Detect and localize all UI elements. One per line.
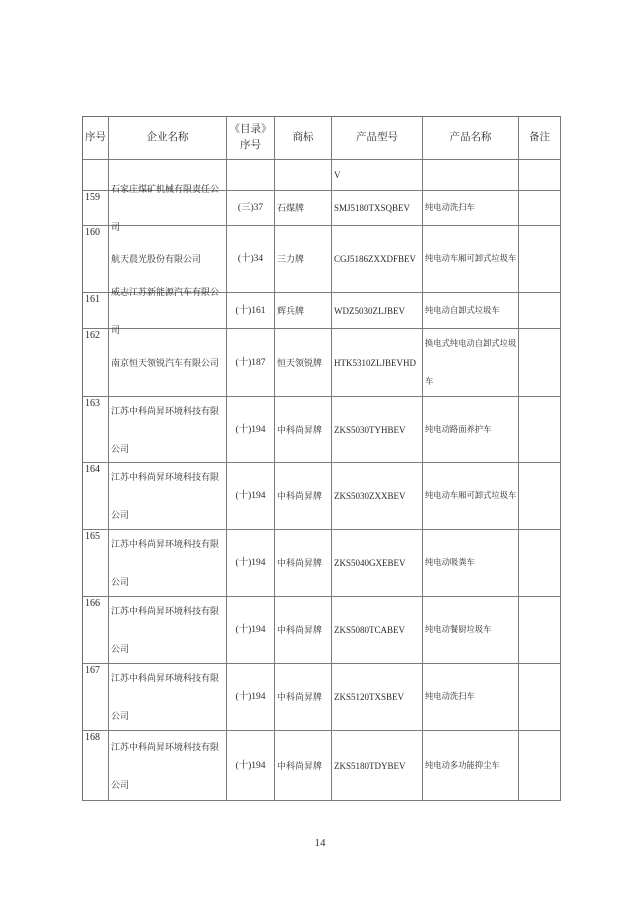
cell-product: 纯电动车厢可卸式垃圾车 bbox=[423, 226, 519, 293]
column-header-brand: 商标 bbox=[275, 117, 332, 160]
cell-remark bbox=[519, 397, 561, 463]
cell-remark bbox=[519, 664, 561, 731]
cell-product: 纯电动车厢可卸式垃圾车 bbox=[423, 463, 519, 530]
cell-catalog: (十)194 bbox=[227, 530, 275, 597]
table-row bbox=[83, 731, 561, 801]
cell-company: 江苏中科尚昇环境科技有限公司 bbox=[109, 597, 227, 664]
cell-brand: 恒天领锐牌 bbox=[275, 329, 332, 397]
cell-company: 江苏中科尚昇环境科技有限公司 bbox=[109, 530, 227, 597]
cell-product: 纯电动路面养护车 bbox=[423, 397, 519, 463]
cell-seq: 161 bbox=[83, 293, 109, 329]
cell-model: V bbox=[332, 160, 423, 191]
table-row bbox=[83, 329, 561, 397]
cell-catalog bbox=[227, 160, 275, 191]
cell-company: 石家庄煤矿机械有限责任公司 bbox=[109, 191, 227, 226]
cell-product bbox=[423, 160, 519, 191]
cell-brand: 三力牌 bbox=[275, 226, 332, 293]
catalog-table bbox=[82, 116, 561, 801]
cell-model: WDZ5030ZLJBEV bbox=[332, 293, 423, 329]
column-header-seq: 序号 bbox=[83, 117, 109, 160]
cell-product: 纯电动吸粪车 bbox=[423, 530, 519, 597]
column-header-remark: 备注 bbox=[519, 117, 561, 160]
cell-seq: 159 bbox=[83, 191, 109, 226]
cell-brand: 中科尚昇牌 bbox=[275, 463, 332, 530]
cell-product: 换电式纯电动自卸式垃圾车 bbox=[423, 329, 519, 397]
cell-catalog: (十)194 bbox=[227, 731, 275, 801]
cell-company: 江苏中科尚昇环境科技有限公司 bbox=[109, 397, 227, 463]
cell-brand: 石煤牌 bbox=[275, 191, 332, 226]
cell-brand: 中科尚昇牌 bbox=[275, 731, 332, 801]
cell-brand: 中科尚昇牌 bbox=[275, 597, 332, 664]
cell-product: 纯电动餐厨垃圾车 bbox=[423, 597, 519, 664]
cell-company: 江苏中科尚昇环境科技有限公司 bbox=[109, 664, 227, 731]
cell-model: ZKS5030TYHBEV bbox=[332, 397, 423, 463]
table-row bbox=[83, 463, 561, 530]
cell-remark bbox=[519, 293, 561, 329]
column-header-model: 产品型号 bbox=[332, 117, 423, 160]
table-row bbox=[83, 184, 561, 232]
cell-catalog: (十)194 bbox=[227, 597, 275, 664]
cell-remark bbox=[519, 530, 561, 597]
cell-model: CGJ5186ZXXDFBEV bbox=[332, 226, 423, 293]
cell-seq: 168 bbox=[83, 731, 109, 801]
column-header-catalog: 《目录》序号 bbox=[227, 117, 275, 160]
cell-brand: 中科尚昇牌 bbox=[275, 530, 332, 597]
cell-remark bbox=[519, 731, 561, 801]
cell-company: 威志江苏新能源汽车有限公司 bbox=[109, 293, 227, 329]
cell-catalog: (十)34 bbox=[227, 226, 275, 293]
cell-seq: 163 bbox=[83, 397, 109, 463]
cell-brand: 中科尚昇牌 bbox=[275, 664, 332, 731]
cell-model: HTK5310ZLJBEVHD bbox=[332, 329, 423, 397]
table-row bbox=[83, 664, 561, 731]
table-row bbox=[83, 397, 561, 463]
cell-seq: 166 bbox=[83, 597, 109, 664]
cell-remark bbox=[519, 191, 561, 226]
cell-seq: 162 bbox=[83, 329, 109, 397]
cell-remark bbox=[519, 329, 561, 397]
cell-model: ZKS5080TCABEV bbox=[332, 597, 423, 664]
page-number: 14 bbox=[314, 837, 326, 849]
cell-catalog: (十)194 bbox=[227, 397, 275, 463]
cell-seq: 167 bbox=[83, 664, 109, 731]
cell-company: 江苏中科尚昇环境科技有限公司 bbox=[109, 731, 227, 801]
cell-remark bbox=[519, 160, 561, 191]
cell-catalog: (十)194 bbox=[227, 463, 275, 530]
cell-catalog: (三)37 bbox=[227, 191, 275, 226]
column-header-company: 企业名称 bbox=[109, 117, 227, 160]
cell-brand bbox=[275, 160, 332, 191]
cell-catalog: (十)161 bbox=[227, 293, 275, 329]
cell-remark bbox=[519, 597, 561, 664]
table-row bbox=[83, 530, 561, 597]
cell-seq: 164 bbox=[83, 463, 109, 530]
cell-company: 江苏中科尚昇环境科技有限公司 bbox=[109, 463, 227, 530]
header-row bbox=[83, 117, 561, 160]
cell-seq: 165 bbox=[83, 530, 109, 597]
cell-brand: 中科尚昇牌 bbox=[275, 397, 332, 463]
cell-model: ZKS5120TXSBEV bbox=[332, 664, 423, 731]
cell-remark bbox=[519, 226, 561, 293]
cell-catalog: (十)194 bbox=[227, 664, 275, 731]
cell-remark bbox=[519, 463, 561, 530]
cell-model: ZKS5030ZXXBEV bbox=[332, 463, 423, 530]
cell-seq bbox=[83, 160, 109, 191]
cell-product: 纯电动洗扫车 bbox=[423, 191, 519, 226]
cell-company: 南京恒天领锐汽车有限公司 bbox=[109, 329, 227, 397]
cell-product: 纯电动洗扫车 bbox=[423, 664, 519, 731]
cell-company: 航天晨光股份有限公司 bbox=[109, 226, 227, 293]
cell-product: 纯电动多功能抑尘车 bbox=[423, 731, 519, 801]
cell-model: ZKS5040GXEBEV bbox=[332, 530, 423, 597]
cell-brand: 辉兵牌 bbox=[275, 293, 332, 329]
cell-product: 纯电动自卸式垃圾车 bbox=[423, 293, 519, 329]
cell-model: SMJ5180TXSQBEV bbox=[332, 191, 423, 226]
table-row bbox=[83, 597, 561, 664]
cell-catalog: (十)187 bbox=[227, 329, 275, 397]
cell-model: ZKS5180TDYBEV bbox=[332, 731, 423, 801]
column-header-product: 产品名称 bbox=[423, 117, 519, 160]
cell-seq: 160 bbox=[83, 226, 109, 293]
